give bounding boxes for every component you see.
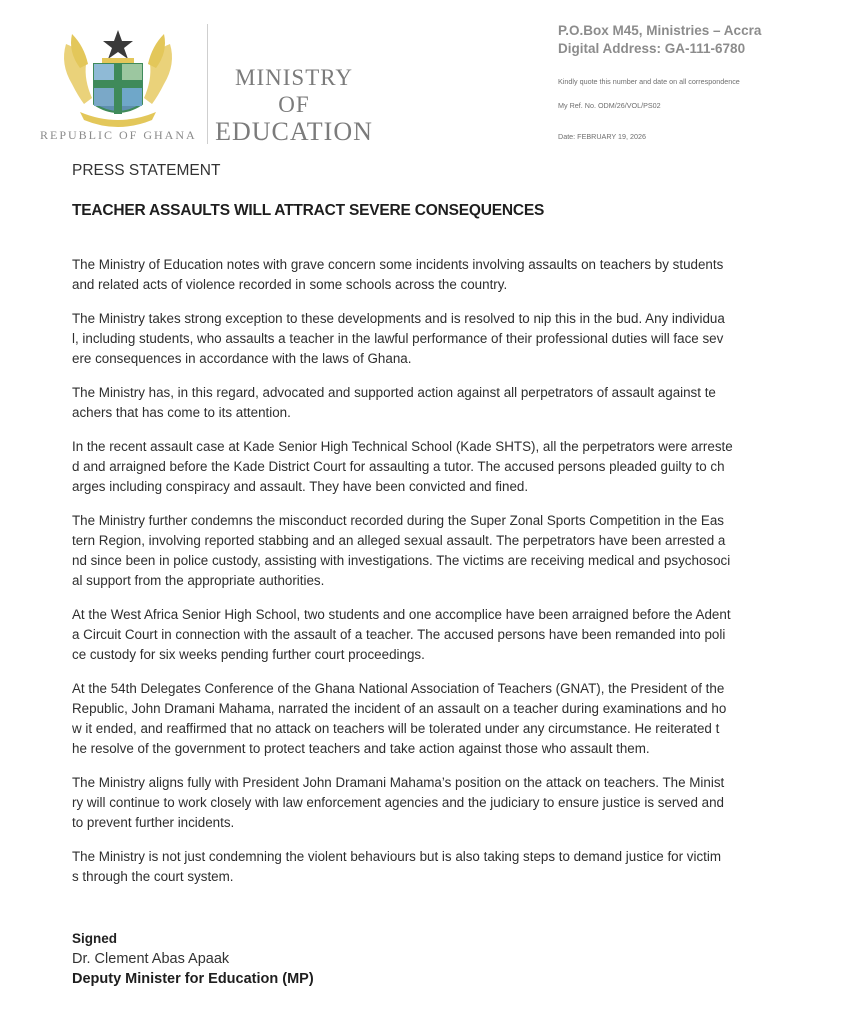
paragraph-line: ry will continue to work closely with law enforcement agencies and the judiciary to ensure justice is served and — [72, 795, 724, 810]
paragraph-line: tern Region, involving reported stabbing and an alleged sexual assault. The perpetrators have been arrested a — [72, 533, 726, 548]
paragraph — [72, 679, 812, 759]
signed-label: Signed — [72, 931, 118, 946]
paragraph-line: arges including conspiracy and assault. They have been convicted and fined. — [72, 479, 529, 494]
paragraph-line: At the West Africa Senior High School, two students and one accomplice have been arraigned before the Adent — [72, 607, 731, 622]
letterhead-divider — [207, 24, 208, 144]
paragraph-line: d and arraigned before the Kade District Court for assaulting a tutor. The accused persons pleaded guilty to ch — [72, 459, 725, 474]
signatory-title: Deputy Minister for Education (MP) — [72, 971, 314, 987]
signatory-name: Dr. Clement Abas Apaak — [72, 951, 230, 967]
paragraph-line: he resolve of the government to protect teachers and take action against those who assault them. — [72, 741, 650, 756]
paragraph — [72, 511, 812, 591]
paragraph-line: w it ended, and reaffirmed that no attack on teachers will be tolerated under any circumstance. He reiterated t — [72, 721, 720, 736]
paragraph-line: In the recent assault case at Kade Senior High Technical School (Kade SHTS), all the perpetrators were arreste — [72, 439, 733, 454]
paragraph-line: The Ministry further condemns the misconduct recorded during the Super Zonal Sports Competition in the Eas — [72, 513, 725, 528]
postal-address: P.O.Box M45, Ministries – Accra — [558, 23, 762, 38]
letterhead — [0, 0, 842, 160]
paragraph-line: Republic, John Dramani Mahama, narrated the incident of an assault on a teacher during examinations and ho — [72, 701, 727, 716]
ghana-coat-of-arms-icon — [58, 24, 178, 132]
signature-block — [72, 929, 314, 989]
paragraph-line: al support from the appropriate authorities. — [72, 573, 325, 588]
paragraph-line: ce custody for six weeks pending further court proceedings. — [72, 647, 425, 662]
paragraph-line: ere consequences in accordance with the laws of Ghana. — [72, 351, 412, 366]
paragraph-line: The Ministry aligns fully with President John Dramani Mahama’s position on the attack on teachers. The Minist — [72, 775, 725, 790]
paragraph-line: The Ministry has, in this regard, advocated and supported action against all perpetrators of assault against te — [72, 385, 716, 400]
paragraph-line: s through the court system. — [72, 869, 234, 884]
paragraph-line: l, including students, who assaults a teacher in the lawful performance of their professional duties will face sev — [72, 331, 724, 346]
document-type-label: PRESS STATEMENT — [72, 162, 221, 179]
paragraph — [72, 383, 812, 423]
paragraph — [72, 309, 812, 369]
republic-of-ghana-label: REPUBLIC OF GHANA — [40, 128, 197, 142]
document-date: Date: FEBRUARY 19, 2026 — [558, 132, 647, 141]
paragraph-line: The Ministry of Education notes with grave concern some incidents involving assaults on teachers by students — [72, 257, 724, 272]
ministry-line-1: MINISTRY — [235, 65, 353, 90]
paragraph-line: nd since been in police custody, assisting with investigations. The victims are receiving medical and psychosoci — [72, 553, 731, 568]
address-block — [558, 22, 761, 141]
paragraph-line: The Ministry takes strong exception to these developments and is resolved to nip this in the bud. Any individua — [72, 311, 725, 326]
paragraph-line: achers that has come to its attention. — [72, 405, 291, 420]
paragraph-line: At the 54th Delegates Conference of the Ghana National Association of Teachers (GNAT), the President of the — [72, 681, 725, 696]
ministry-logo-text — [214, 64, 374, 145]
ministry-line-3: EDUCATION — [215, 117, 373, 146]
reference-number: My Ref. No. ODM/26/VOL/PS02 — [558, 101, 661, 110]
paragraph-line: The Ministry is not just condemning the violent behaviours but is also taking steps to demand justice for victim — [72, 849, 722, 864]
paragraph-line: a Circuit Court in connection with the assault of a teacher. The accused persons have been remanded into poli — [72, 627, 726, 642]
document-body — [72, 255, 812, 901]
paragraph — [72, 437, 812, 497]
paragraph — [72, 605, 812, 665]
paragraph — [72, 773, 812, 833]
paragraph — [72, 255, 812, 295]
correspondence-note: Kindly quote this number and date on all correspondence — [558, 77, 740, 86]
digital-address: Digital Address: GA-111-6780 — [558, 41, 746, 56]
document-headline: TEACHER ASSAULTS WILL ATTRACT SEVERE CONSEQUENCES — [72, 202, 545, 219]
paragraph-line: to prevent further incidents. — [72, 815, 235, 830]
paragraph — [72, 847, 812, 887]
paragraph-line: and related acts of violence recorded in some schools across the country. — [72, 277, 508, 292]
ministry-line-2: OF — [278, 92, 310, 117]
